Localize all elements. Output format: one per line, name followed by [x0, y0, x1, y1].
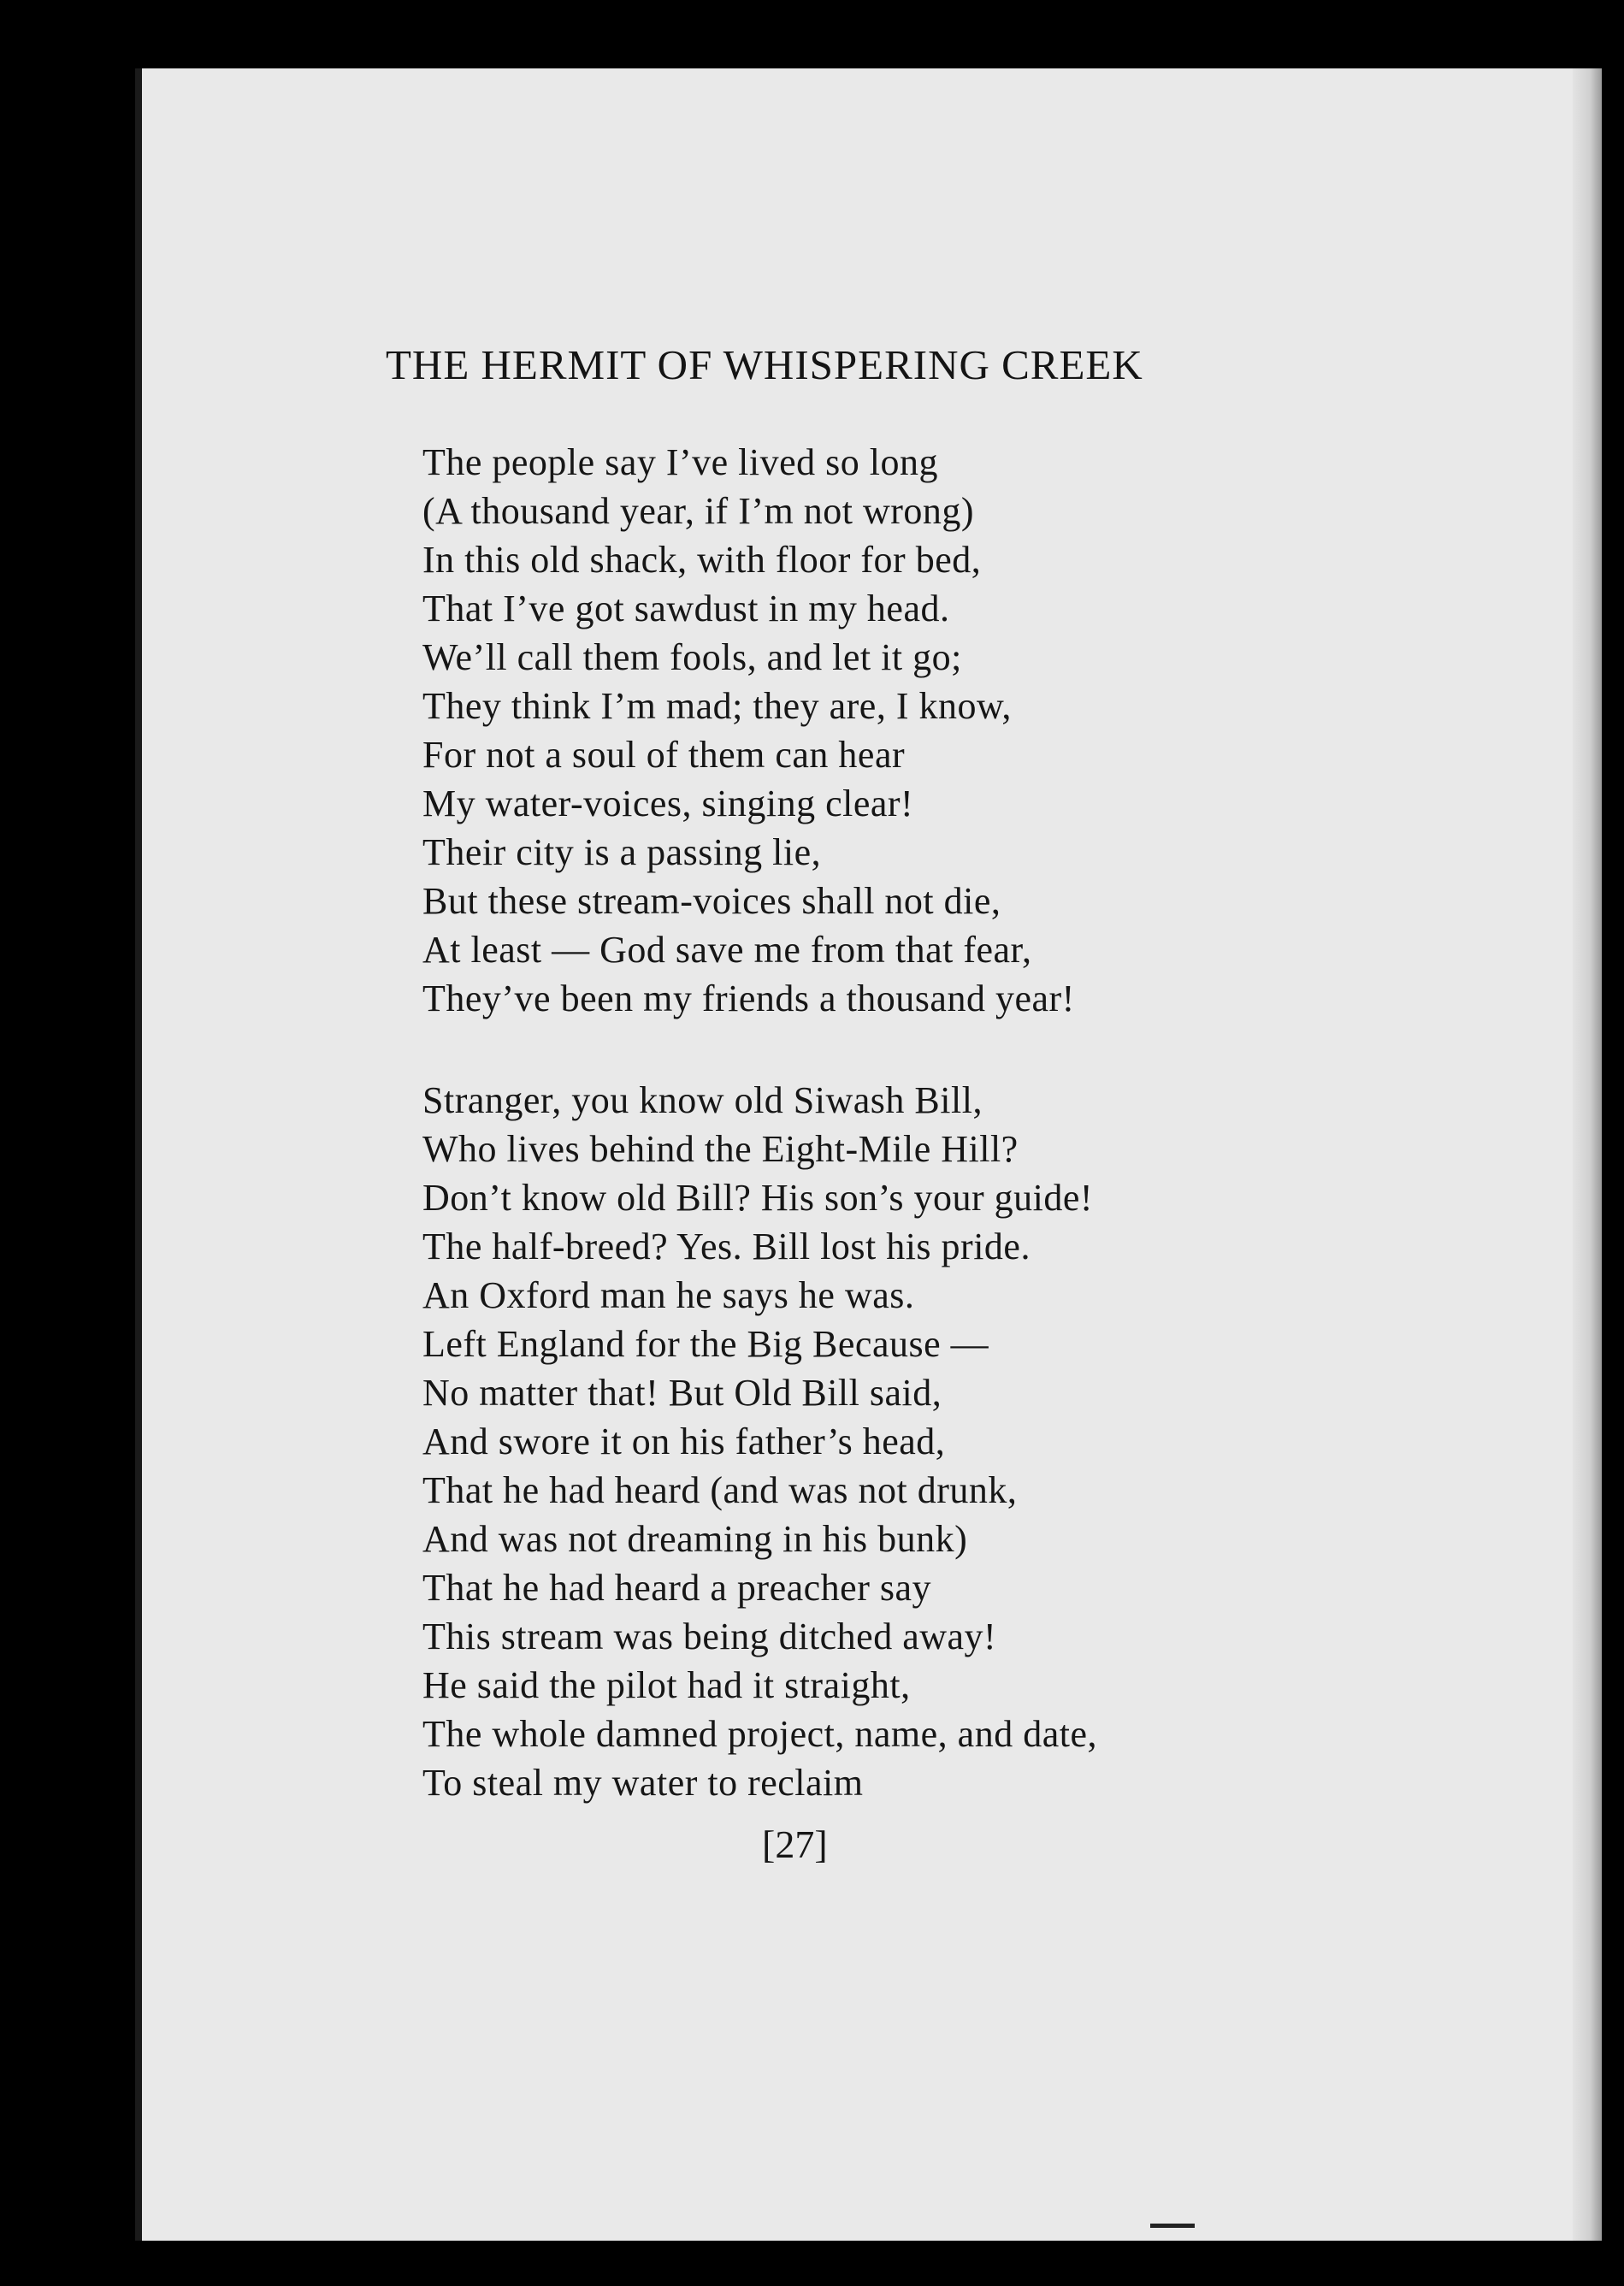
poem-line: That I’ve got sawdust in my head. — [422, 588, 950, 629]
poem-line: For not a soul of them can hear — [422, 734, 906, 776]
scan-artifact — [1150, 2224, 1195, 2228]
poem-line: The half-breed? Yes. Bill lost his pride. — [422, 1226, 1031, 1267]
poem-line: The people say I’ve lived so long — [422, 441, 939, 483]
poem-line: Stranger, you know old Siwash Bill, — [422, 1079, 983, 1121]
page-number: [27] — [762, 1822, 828, 1866]
poem-stanza-2 — [422, 1076, 1097, 1807]
poem-line: Who lives behind the Eight-Mile Hill? — [422, 1128, 1019, 1170]
poem-line: At least — God save me from that fear, — [422, 929, 1032, 971]
poem-line: That he had heard a preacher say — [422, 1567, 932, 1609]
poem-line: But these stream-voices shall not die, — [422, 880, 1001, 922]
poem-line: No matter that! But Old Bill said, — [422, 1372, 942, 1414]
poem-line: The whole damned project, name, and date, — [422, 1713, 1097, 1755]
poem-line: And swore it on his father’s head, — [422, 1421, 946, 1462]
page-edge-shadow — [1573, 68, 1602, 2241]
poem-line: (A thousand year, if I’m not wrong) — [422, 490, 975, 532]
poem-stanza-1 — [422, 438, 1075, 1023]
poem-line: My water-voices, singing clear! — [422, 783, 914, 824]
poem-line: They think I’m mad; they are, I know, — [422, 685, 1012, 727]
page-title: THE HERMIT OF WHISPERING CREEK — [386, 341, 1143, 388]
poem-line: Left England for the Big Because — — [422, 1323, 989, 1365]
poem-line: He said the pilot had it straight, — [422, 1664, 911, 1706]
poem-line: We’ll call them fools, and let it go; — [422, 636, 962, 678]
poem-line: That he had heard (and was not drunk, — [422, 1469, 1018, 1511]
poem-line: This stream was being ditched away! — [422, 1616, 997, 1657]
poem-line: And was not dreaming in his bunk) — [422, 1518, 968, 1560]
poem-line: To steal my water to reclaim — [422, 1762, 864, 1804]
book-page — [135, 68, 1602, 2241]
poem-line: Don’t know old Bill? His son’s your guide! — [422, 1177, 1094, 1219]
poem-line: In this old shack, with floor for bed, — [422, 539, 982, 581]
poem-line: Their city is a passing lie, — [422, 831, 822, 873]
poem-line: An Oxford man he says he was. — [422, 1274, 915, 1316]
poem-line: They’ve been my friends a thousand year! — [422, 978, 1075, 1019]
